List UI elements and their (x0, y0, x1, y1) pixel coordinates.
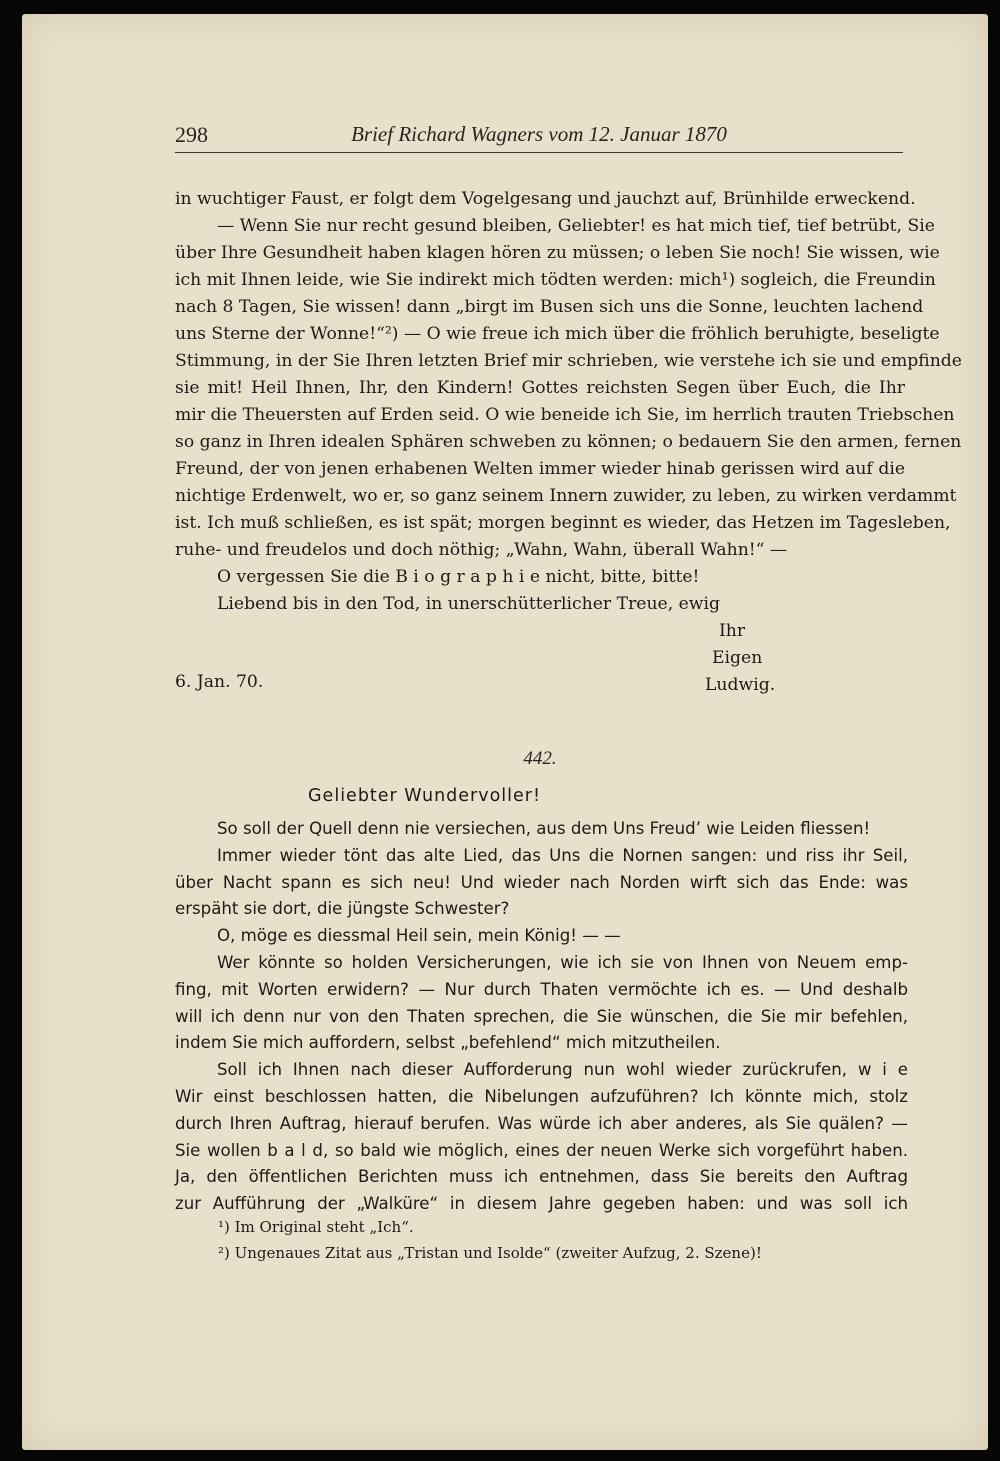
signature: Ludwig. (705, 675, 776, 695)
footnote: ¹) Im Original steht „Ich“. (218, 1218, 414, 1236)
body-line: will ich denn nur von den Thaten sprechen, die Sie wünschen, die Sie mir befehlen, (175, 1006, 908, 1026)
letter-date: 6. Jan. 70. (175, 672, 264, 692)
letter-442-body (175, 816, 908, 1218)
body-line: über Ihre Gesundheit haben klagen hören zu müssen; o leben Sie noch! Sie wissen, wie (175, 243, 940, 263)
body-line: Freund, der von jenen erhabenen Welten immer wieder hinab gerissen wird auf die (175, 459, 905, 479)
body-line: durch Ihren Auftrag, hierauf berufen. Was würde ich aber anderes, als Sie quälen? — (175, 1113, 908, 1133)
body-line: mir die Theuersten auf Erden seid. O wie beneide ich Sie, im herrlich trauten Triebschen (175, 405, 955, 425)
footnotes (218, 1214, 898, 1266)
body-line: in wuchtiger Faust, er folgt dem Vogelgesang und jauchzt auf, Brünhilde erweckend. (175, 189, 916, 209)
body-line: fing, mit Worten erwidern? — Nur durch Thaten vermöchte ich es. — Und deshalb (175, 979, 908, 999)
letter-441-body (175, 186, 962, 618)
body-line: so ganz in Ihren idealen Sphären schweben zu können; o bedauern Sie den armen, fernen (175, 432, 962, 452)
body-line: So soll der Quell denn nie versiechen, aus dem Uns Freud’ wie Leiden fliessen! (217, 819, 871, 838)
body-line: ich mit Ihnen leide, wie Sie indirekt mich tödten werden: mich¹) sogleich, die Freundin (175, 270, 936, 290)
body-line: ist. Ich muß schließen, es ist spät; morgen beginnt es wieder, das Hetzen im Tagesleben, (175, 513, 951, 533)
body-line: indem Sie mich auffordern, selbst „befehlend“ mich mitzutheilen. (175, 1033, 721, 1053)
body-line: Immer wieder tönt das alte Lied, das Uns die Nornen sangen: und riss ihr Seil, (217, 845, 908, 865)
body-line: Soll ich Ihnen nach dieser Aufforderung nun wohl wieder zurückrufen, w i e (217, 1060, 908, 1080)
body-line: — Wenn Sie nur recht gesund bleiben, Geliebter! es hat mich tief, tief betrübt, Sie (217, 216, 935, 236)
body-line: Wer könnte so holden Versicherungen, wie ich sie von Ihnen von Neuem emp- (217, 952, 908, 972)
body-line: Wir einst beschlossen hatten, die Nibelungen aufzuführen? Ich könnte mich, stolz (175, 1086, 908, 1106)
body-line: O vergessen Sie die B i o g r a p h i e nicht, bitte, bitte! (217, 567, 700, 587)
running-title: Brief Richard Wagners vom 12. Januar 1870 (351, 122, 727, 146)
body-line: erspäht sie dort, die jüngste Schwester? (175, 899, 510, 919)
body-line: O, möge es diessmal Heil sein, mein König! — — (217, 926, 621, 946)
body-line: ruhe- und freudelos und doch nöthig; „Wahn, Wahn, überall Wahn!“ — (175, 540, 788, 560)
body-line: Ja, den öffentlichen Berichten muss ich entnehmen, dass Sie bereits den Auftrag (175, 1167, 908, 1187)
footnote: ²) Ungenaues Zitat aus „Tristan und Isolde“ (zweiter Aufzug, 2. Szene)! (218, 1244, 762, 1262)
page-header (175, 118, 903, 153)
closing-line: Eigen (712, 648, 763, 668)
body-line: nichtige Erdenwelt, wo er, so ganz seinem Innern zuwider, zu leben, zu wirken verdammt (175, 486, 957, 506)
body-line: sie mit! Heil Ihnen, Ihr, den Kindern! Gottes reichsten Segen über Euch, die Ihr (175, 378, 905, 398)
body-line: zur Aufführung der „Walküre“ in diesem Jahre gegeben haben: und was soll ich (175, 1194, 908, 1214)
body-line: über Nacht spann es sich neu! Und wieder nach Norden wirft sich das Ende: was (175, 872, 908, 892)
body-line: Stimmung, in der Sie Ihren letzten Brief mir schrieben, wie verstehe ich sie und empfinde (175, 351, 962, 371)
body-line: Sie wollen b a l d, so bald wie möglich, eines der neuen Werke sich vorgeführt haben. (175, 1140, 908, 1160)
signature-block (705, 618, 815, 699)
letter-number: 442. (523, 748, 557, 769)
body-line: Liebend bis in den Tod, in unerschütterlicher Treue, ewig (217, 594, 721, 614)
page-number: 298 (175, 122, 208, 147)
body-line: nach 8 Tagen, Sie wissen! dann „birgt im Busen sich uns die Sonne, leuchten lachend (175, 297, 924, 317)
salutation: Geliebter Wundervoller! (308, 786, 542, 806)
body-line: uns Sterne der Wonne!“²) — O wie freue ich mich über die fröhlich beruhigte, beseligte (175, 324, 940, 344)
closing-line: Ihr (719, 621, 746, 641)
